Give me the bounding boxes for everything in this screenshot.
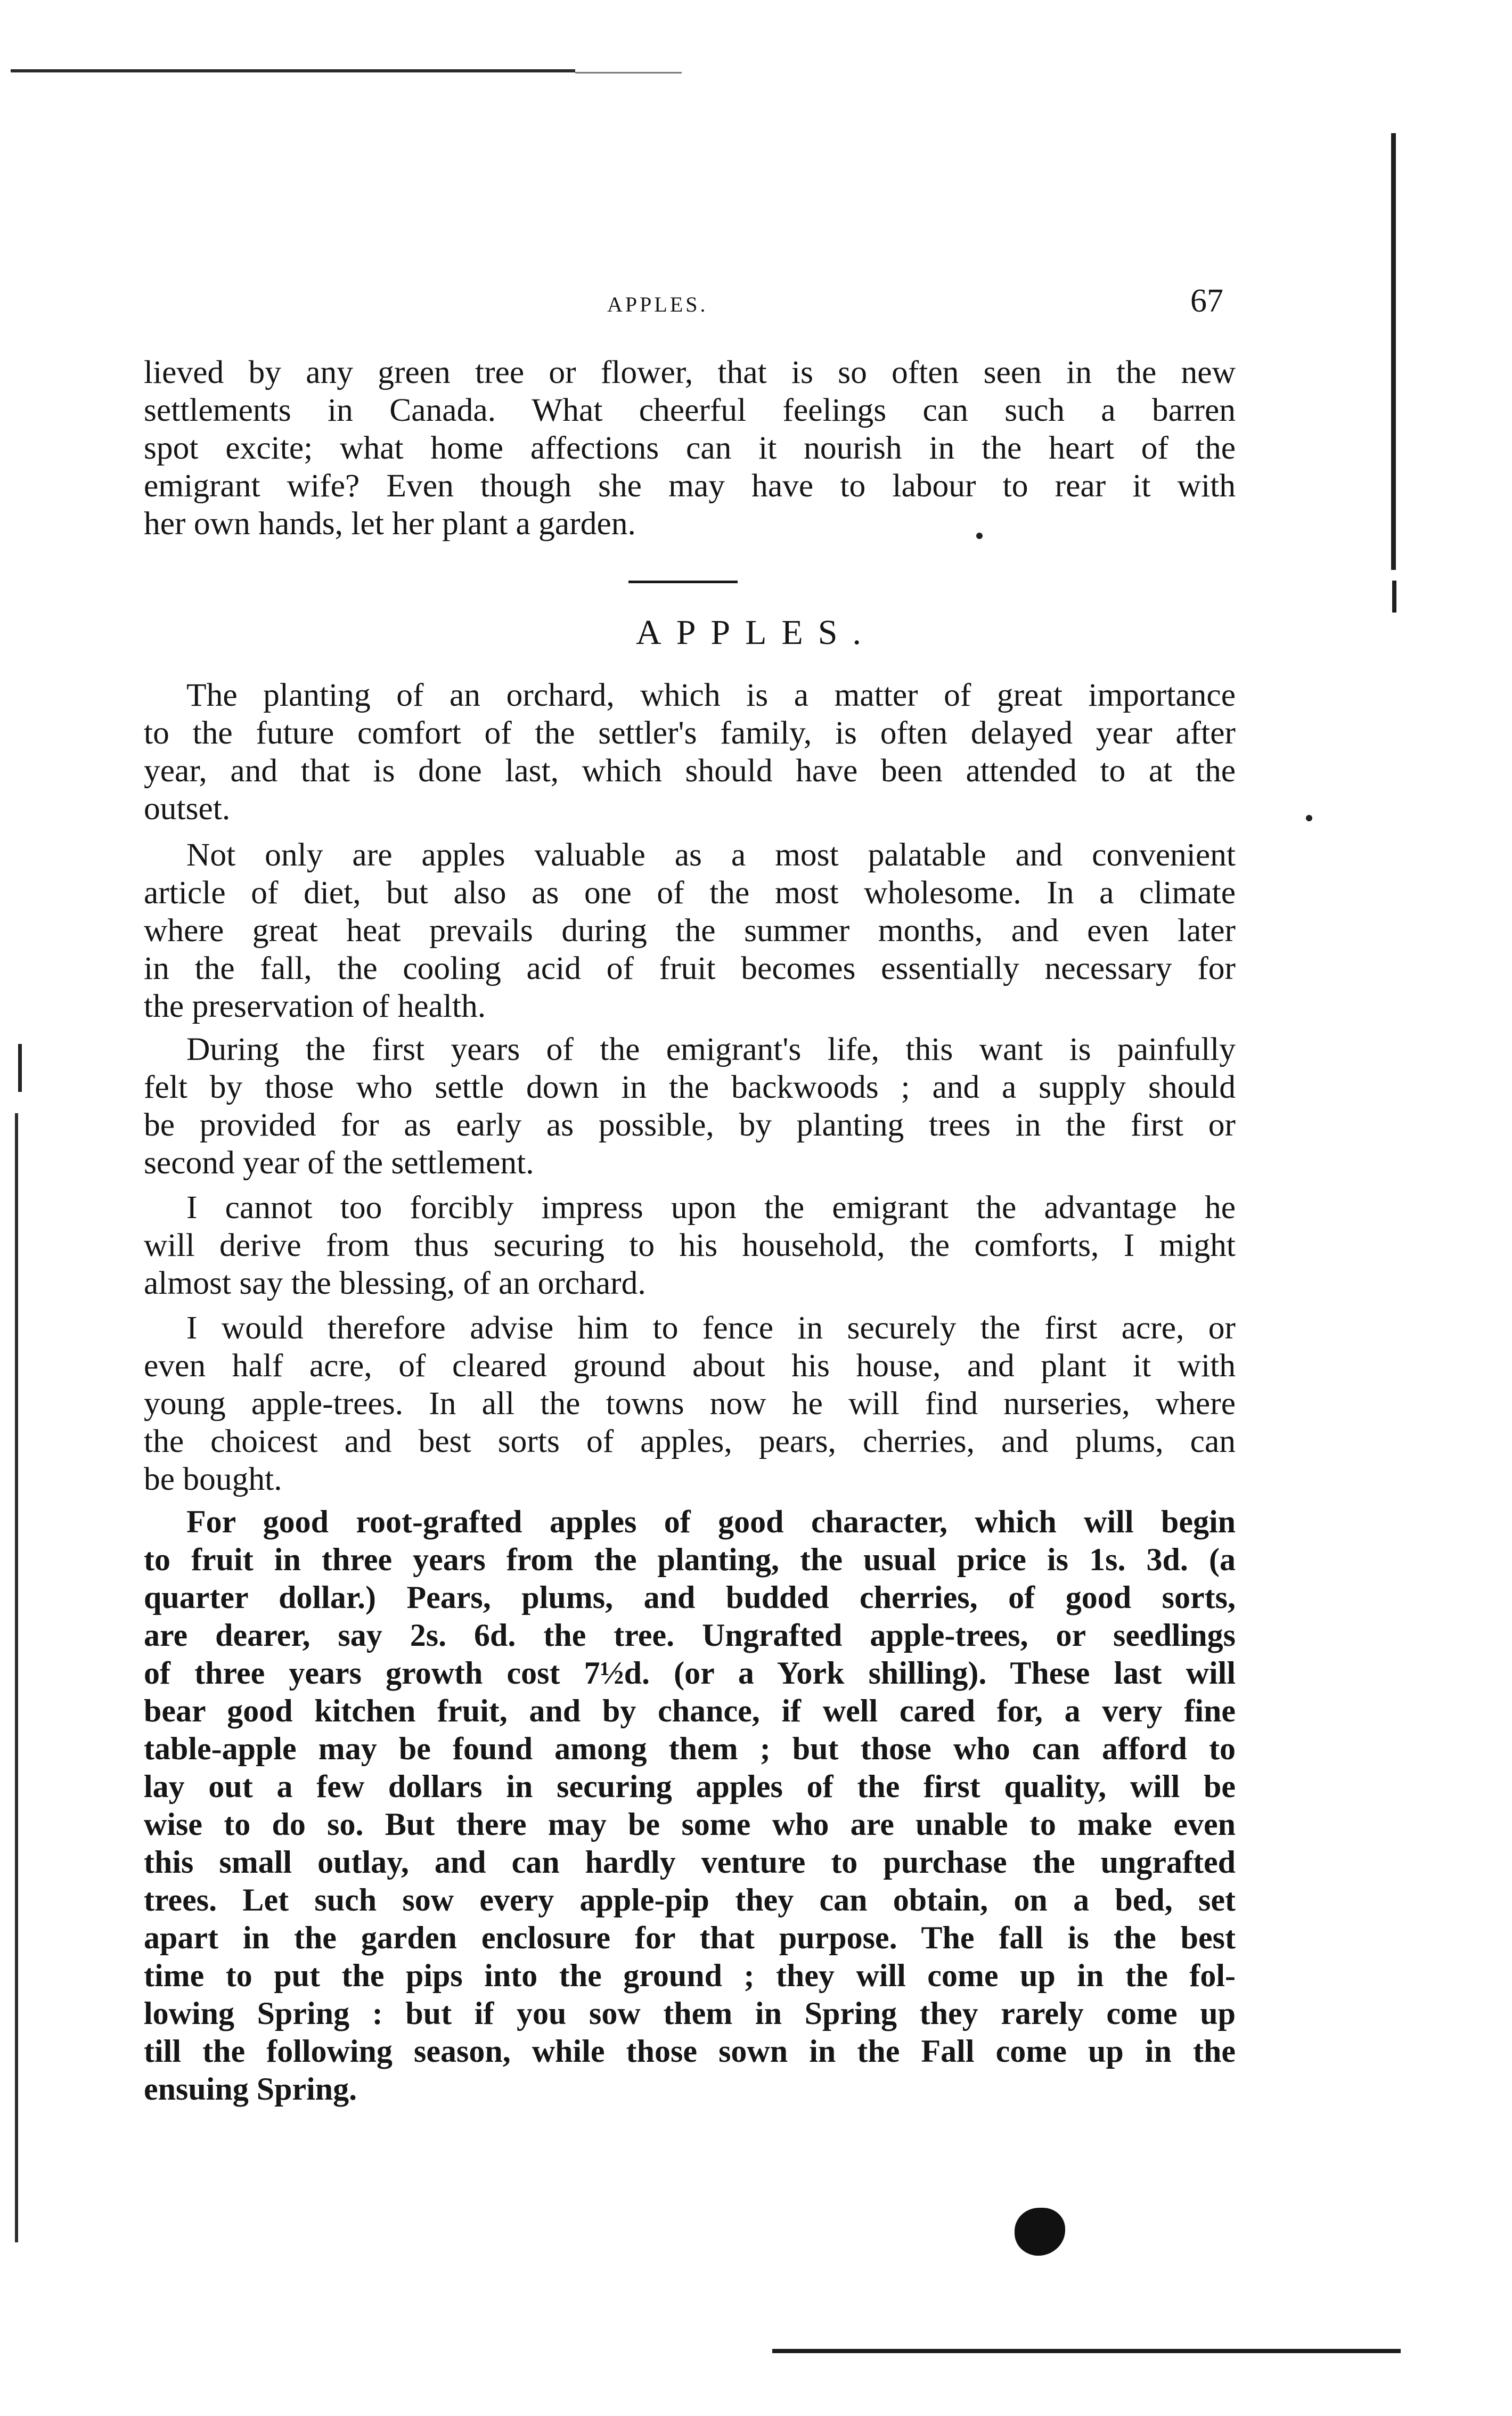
text-line: quarter dollar.) Pears, plums, and budded cherries, of good sorts,: [144, 1580, 1236, 1615]
text-line: in the fall, the cooling acid of fruit becomes essentially necessary for: [144, 950, 1236, 986]
text-line: ensuing Spring.: [144, 2071, 357, 2107]
text-line: settlements in Canada. What cheerful feelings can such a barren: [144, 392, 1236, 428]
text-line: The planting of an orchard, which is a matter of great importance: [186, 677, 1236, 713]
text-line: lieved by any green tree or flower, that is so often seen in the new: [144, 354, 1236, 390]
paragraph-6: [144, 1503, 1236, 2108]
page-number: 67: [1190, 283, 1223, 319]
text-line: lay out a few dollars in securing apples of the first quality, will be: [144, 1769, 1236, 1804]
text-line: spot excite; what home affections can it nourish in the heart of the: [144, 430, 1236, 466]
text-line: her own hands, let her plant a garden.: [144, 505, 636, 542]
paragraph-3: [144, 1031, 1236, 1182]
text-line: be bought.: [144, 1461, 282, 1497]
text-line: young apple-trees. In all the towns now he will find nurseries, where: [144, 1385, 1236, 1422]
text-line: lowing Spring : but if you sow them in Spring they rarely come up: [144, 1996, 1236, 2031]
running-head: APPLES.: [607, 292, 708, 316]
text-line: will derive from thus securing to his household, the comforts, I might: [144, 1227, 1236, 1263]
section-title: APPLES.: [636, 613, 876, 652]
text-line: to the future comfort of the settler's family, is often delayed year after: [144, 715, 1236, 751]
text-line: are dearer, say 2s. 6d. the tree. Ungrafted apple-trees, or seedlings: [144, 1618, 1236, 1653]
scan-edge-bottom: [772, 2349, 1401, 2353]
paragraph-1: [144, 676, 1236, 828]
text-line: almost say the blessing, of an orchard.: [144, 1265, 646, 1301]
text-line: to fruit in three years from the planting, the usual price is 1s. 3d. (a: [144, 1542, 1236, 1577]
text-line: of three years growth cost 7½d. (or a York shilling). These last will: [144, 1655, 1236, 1691]
text-line: Not only are apples valuable as a most palatable and convenient: [186, 837, 1236, 873]
text-line: I would therefore advise him to fence in securely the first acre, or: [186, 1310, 1236, 1346]
text-line: table-apple may be found among them ; but those who can afford to: [144, 1731, 1236, 1766]
text-line: till the following season, while those sown in the Fall come up in the: [144, 2034, 1236, 2069]
text-line: During the first years of the emigrant's life, this want is painfully: [186, 1031, 1236, 1067]
text-line: the choicest and best sorts of apples, pears, cherries, and plums, can: [144, 1423, 1236, 1459]
text-line: article of diet, but also as one of the most wholesome. In a climate: [144, 875, 1236, 911]
text-line: trees. Let such sow every apple-pip they can obtain, on a bed, set: [144, 1882, 1236, 1917]
text-line: I cannot too forcibly impress upon the emigrant the advantage he: [186, 1189, 1236, 1226]
paragraph-4: [144, 1189, 1236, 1302]
ink-blot: [1015, 2208, 1065, 2256]
section-divider: [628, 581, 738, 583]
speck: [1306, 815, 1312, 821]
text-line: emigrant wife? Even though she may have to labour to rear it with: [144, 468, 1236, 504]
scan-edge-right: [1391, 133, 1396, 570]
text-line: the preservation of health.: [144, 988, 486, 1024]
text-line: For good root-grafted apples of good character, which will begin: [186, 1504, 1236, 1539]
text-line: felt by those who settle down in the backwoods ; and a supply should: [144, 1069, 1236, 1105]
intro-paragraph: [144, 354, 1236, 543]
text-line: year, and that is done last, which should have been attended to at the: [144, 753, 1236, 789]
scan-edge-top: [11, 69, 575, 72]
scan-edge-left-marks: [18, 1044, 30, 1092]
text-line: this small outlay, and can hardly venture to purchase the ungrafted: [144, 1844, 1236, 1880]
text-line: second year of the settlement.: [144, 1145, 534, 1181]
text-line: time to put the pips into the ground ; they will come up in the fol-: [144, 1958, 1236, 1993]
text-line: be provided for as early as possible, by planting trees in the first or: [144, 1107, 1236, 1143]
scan-edge-top-faint: [575, 72, 682, 74]
scan-edge-left: [15, 1113, 18, 2242]
text-line: bear good kitchen fruit, and by chance, if well cared for, a very fine: [144, 1693, 1236, 1728]
paragraph-5: [144, 1309, 1236, 1498]
text-line: wise to do so. But there may be some who are unable to make even: [144, 1807, 1236, 1842]
text-line: apart in the garden enclosure for that purpose. The fall is the best: [144, 1920, 1236, 1955]
scan-edge-right-lower: [1392, 581, 1396, 613]
text-line: outset.: [144, 790, 231, 827]
text-line: even half acre, of cleared ground about his house, and plant it with: [144, 1348, 1236, 1384]
text-line: where great heat prevails during the summer months, and even later: [144, 912, 1236, 949]
paragraph-2: [144, 836, 1236, 1025]
